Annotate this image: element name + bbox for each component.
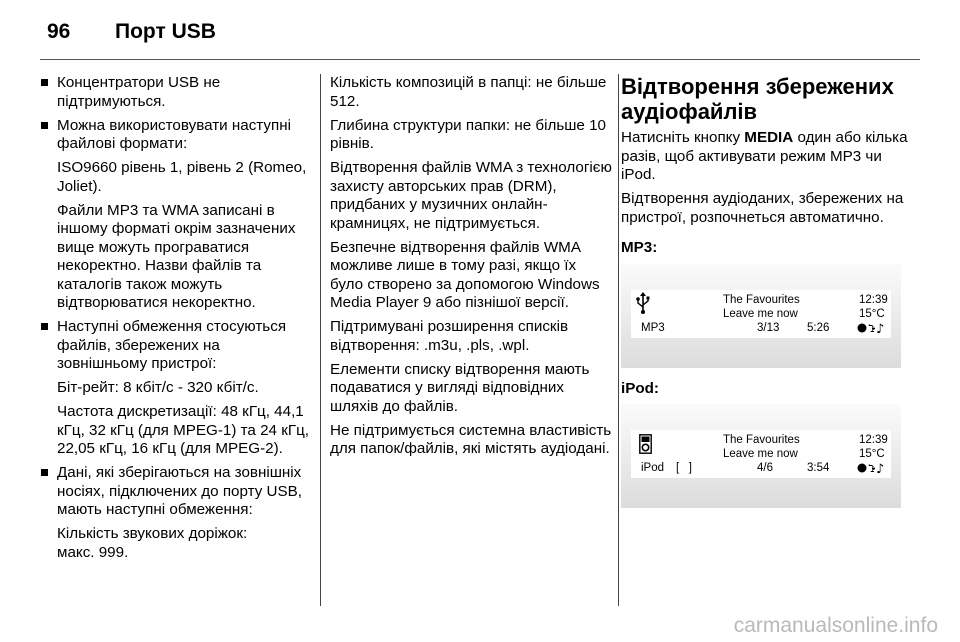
mp3-display [621, 264, 901, 368]
tracks-text: Кількість звукових доріжок: макс. 999. [57, 525, 248, 561]
list-item: Концентратори USB не підтримуються. [40, 74, 310, 111]
paragraph: Елементи списку відтворення мають подаватися у вигляді відповідних шляхів до файлів. [330, 360, 590, 415]
status-icons [857, 461, 887, 475]
svg-text:♪: ♪ [876, 462, 885, 475]
ipod-icon [639, 434, 652, 454]
page-title: Порт USB [115, 20, 216, 43]
watermark: carmanualsonline.info [733, 614, 938, 637]
paragraph: Відтворення файлів WMA з технологією захисту авторських прав (DRM), придбаних у музичних онлайн-крамницях, не підтримується. [330, 159, 612, 232]
paragraph: Безпечне відтворення файлів WMA можливе лише в тому разі, якщо їх було створено за допомогою Windows Media Player 9 або пізнішої версії. [330, 238, 600, 311]
paragraph: Кількість композицій в папці: не більше 512. [330, 74, 607, 110]
song-title: The Favourites [723, 434, 800, 446]
svg-text:ꕲ: ꕲ [868, 321, 876, 335]
column-2 [330, 74, 612, 464]
status-icons [857, 321, 887, 335]
svg-text:♪: ♪ [876, 321, 885, 335]
column-divider-1 [320, 74, 321, 606]
artist-name: Leave me now [723, 307, 798, 320]
paragraph: Підтримувані розширення списків відтворення: .m3u, .pls, .wpl. [330, 318, 569, 354]
mp3-note-text: Файли MP3 та WMA записані в іншому форматі окрім зазначених вище можуть програватися некоректно. Назви файлів та каталогів також можуть відтворюватися некоректно. [57, 201, 296, 311]
bullet-icon [41, 122, 48, 129]
svg-text:ꕲ: ꕲ [868, 462, 876, 475]
media-key-label: MEDIA [744, 129, 794, 146]
list-item: Наступні обмеження стосуються файлів, збережених на зовнішньому пристрої: [40, 318, 310, 374]
track-counter: 3/13 [757, 321, 780, 334]
paragraph: Відтворення аудіоданих, збережених на пристрої, розпочнеться автоматично. [621, 190, 904, 226]
track-duration: 3:54 [807, 462, 830, 474]
temperature: 15°C [859, 448, 885, 460]
page-number: 96 [47, 20, 71, 43]
list-item: Можна використовувати наступні файлові формати: [40, 117, 310, 154]
shuffle-brackets: [ ] [676, 462, 692, 474]
clock: 12:39 [859, 293, 888, 306]
sampling-text: Частота дискретизації: 48 кГц, 44,1 кГц, 32 кГц (для MPEG-1) та 24 кГц, 22,05 кГц, 16 кГц (для MPEG-2). [57, 403, 309, 457]
bitrate-text: Біт-рейт: 8 кбіт/с - 320 кбіт/с. [57, 379, 259, 396]
track-duration: 5:26 [807, 321, 830, 334]
column-3 [621, 74, 911, 508]
track-counter: 4/6 [757, 462, 773, 474]
bullet-icon [41, 323, 48, 330]
header-rule [40, 59, 920, 60]
bullet-icon [41, 79, 48, 86]
usb-icon [635, 292, 651, 314]
song-title: The Favourites [723, 293, 800, 306]
paragraph: Натисніть кнопку MEDIA один або кілька разів, щоб активувати режим MP3 чи iPod. [621, 129, 908, 183]
column-1 [40, 74, 310, 568]
page-header [0, 0, 960, 62]
artist-name: Leave me now [723, 448, 798, 460]
paragraph: Не підтримується системна властивість для папок/файлів, які містять аудіодані. [330, 421, 612, 457]
clock: 12:39 [859, 434, 888, 446]
bullet-icon [41, 469, 48, 476]
paragraph: Глибина структури папки: не більше 10 рівнів. [330, 116, 606, 152]
temperature: 15°C [859, 307, 885, 320]
column-divider-2 [618, 74, 619, 606]
ipod-label: iPod: [621, 379, 659, 397]
source-label: iPod [641, 462, 665, 474]
mp3-label: MP3: [621, 239, 658, 256]
formats-text: ISO9660 рівень 1, рівень 2 (Romeo, Joliet). [57, 159, 307, 195]
list-item: Дані, які зберігаються на зовнішніх носіях, підключених до порту USB, мають наступні обмеження: [40, 464, 310, 520]
source-label: MP3 [641, 321, 665, 334]
section-heading: Відтворення збережених аудіофайлів [621, 74, 894, 124]
ipod-display [621, 404, 901, 508]
